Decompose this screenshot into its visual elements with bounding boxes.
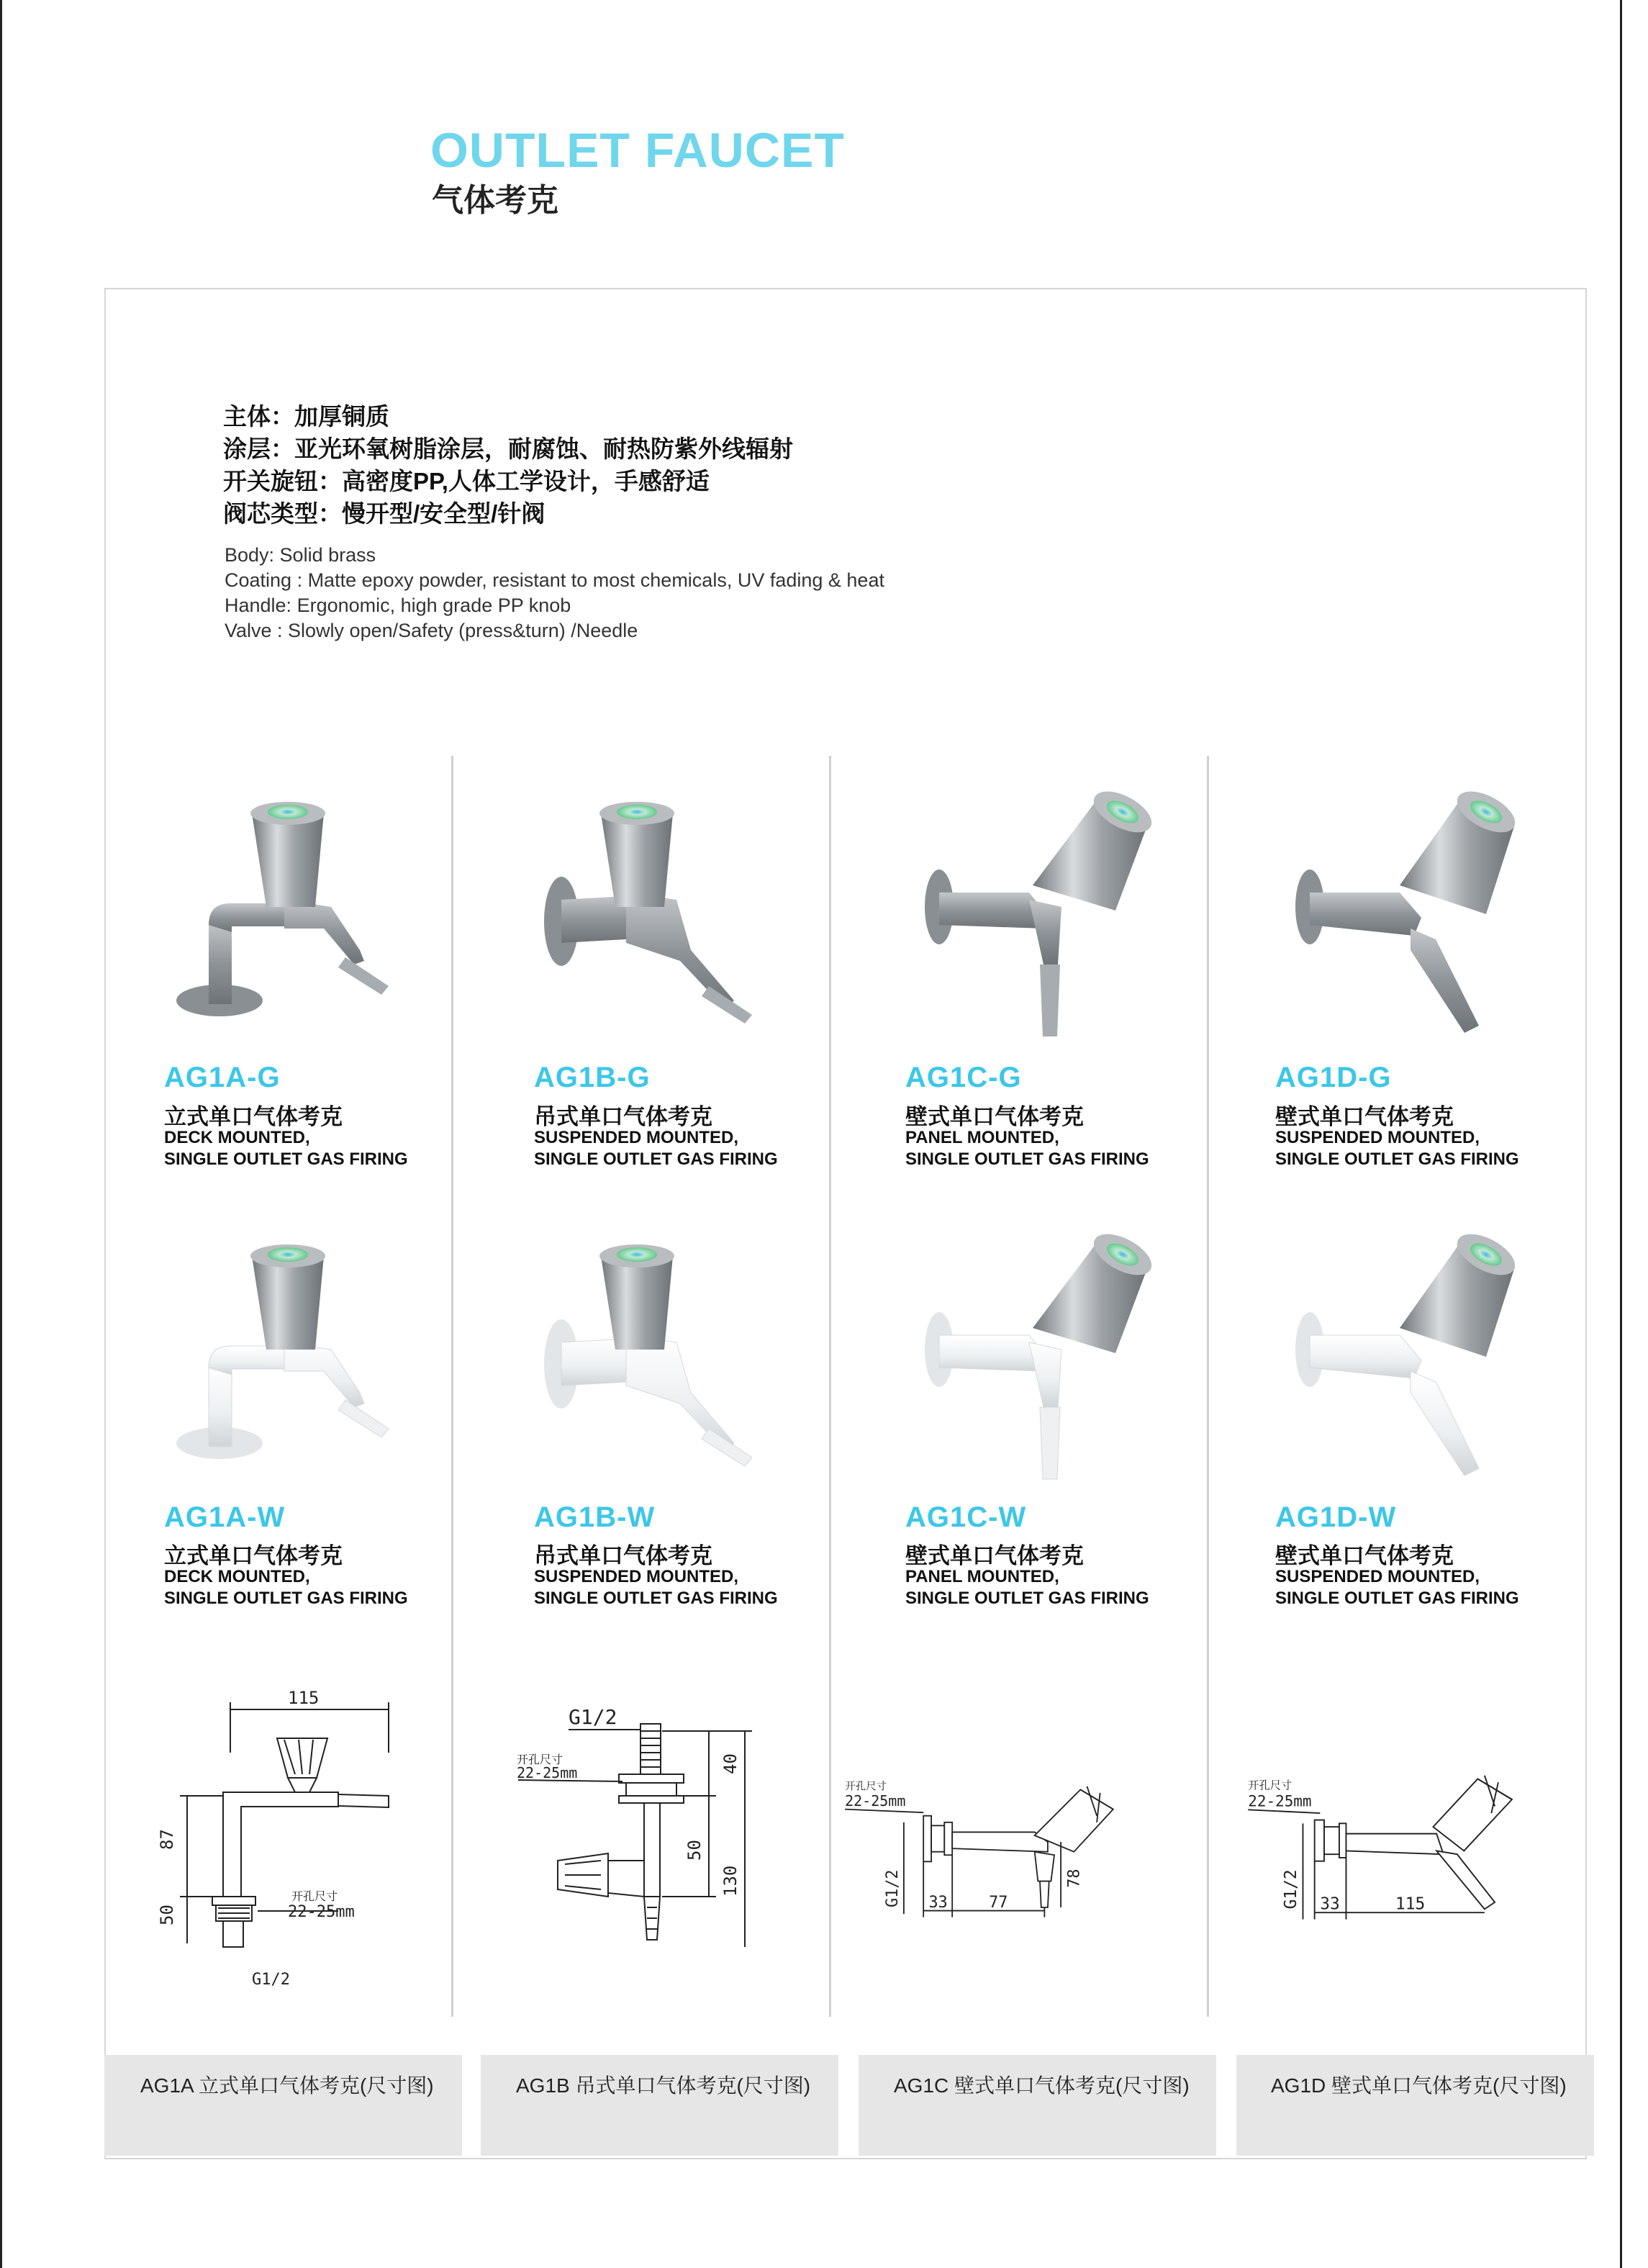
spec-cn-line: 主体：加厚铜质 bbox=[223, 403, 389, 430]
spec-cn-line: 开关旋钮：高密度PP,人体工学设计，手感舒适 bbox=[223, 468, 710, 494]
column-divider bbox=[1207, 756, 1209, 2017]
column-divider bbox=[451, 756, 453, 2017]
spec-cn-line: 阀芯类型：慢开型/安全型/针阀 bbox=[223, 500, 545, 527]
product-name-en-line: SUSPENDED MOUNTED, bbox=[534, 1128, 739, 1147]
product-name-en bbox=[1275, 1127, 1519, 1170]
faucet-panel-white-image bbox=[900, 1227, 1187, 1486]
dim-label: 130 bbox=[720, 1865, 741, 1897]
product-code: AG1C-G bbox=[905, 1062, 1022, 1093]
dim-label: 115 bbox=[288, 1688, 320, 1708]
dimension-drawing-ag1d bbox=[1238, 1742, 1526, 2001]
specs-cn bbox=[223, 400, 793, 530]
faucet-suspended-grey-image bbox=[533, 785, 820, 1044]
dimension-drawing-ag1b bbox=[515, 1688, 802, 1947]
product-name-en-line: SINGLE OUTLET GAS FIRING bbox=[164, 1149, 408, 1169]
product-name-cn: 立式单口气体考克 bbox=[164, 1543, 343, 1568]
product-code: AG1D-W bbox=[1275, 1501, 1397, 1533]
product-name-en-line: SINGLE OUTLET GAS FIRING bbox=[905, 1149, 1149, 1169]
dim-label: 33 bbox=[1320, 1894, 1340, 1914]
dim-label: G1/2 bbox=[1281, 1869, 1300, 1910]
dimension-drawing-ag1c bbox=[838, 1742, 1126, 2001]
product-name-en-line: SUSPENDED MOUNTED, bbox=[1275, 1128, 1480, 1147]
dim-label: 50 bbox=[157, 1905, 177, 1925]
product-code: AG1D-G bbox=[1275, 1062, 1392, 1093]
product-name-en-line: DECK MOUNTED, bbox=[164, 1567, 310, 1586]
faucet-deck-white-image bbox=[151, 1227, 439, 1486]
product-code: AG1A-G bbox=[164, 1062, 281, 1093]
product-name-en bbox=[905, 1127, 1149, 1170]
product-name-cn: 吊式单口气体考克 bbox=[534, 1104, 712, 1129]
page-edge-right bbox=[1620, 0, 1622, 2268]
product-code: AG1A-W bbox=[164, 1501, 286, 1533]
dim-label: 50 bbox=[684, 1840, 705, 1861]
page-title: OUTLET FAUCET bbox=[430, 123, 845, 178]
page-edge-left bbox=[0, 0, 2, 2268]
dim-label: 开孔尺寸 bbox=[845, 1781, 887, 1793]
spec-cn-line: 涂层：亚光环氧树脂涂层，耐腐蚀、耐热防紫外线辐射 bbox=[223, 435, 793, 462]
caption-ag1c: AG1C 壁式单口气体考克(尺寸图) bbox=[894, 2074, 1190, 2097]
product-name-en bbox=[164, 1127, 408, 1170]
product-name-en-line: PANEL MOUNTED, bbox=[905, 1567, 1059, 1586]
caption-ag1d: AG1D 壁式单口气体考克(尺寸图) bbox=[1271, 2074, 1567, 2097]
product-name-en bbox=[905, 1566, 1149, 1609]
dim-label: 开孔尺寸 bbox=[1248, 1779, 1292, 1792]
dim-label: 40 bbox=[720, 1753, 741, 1774]
dim-label: 115 bbox=[1395, 1894, 1426, 1914]
dimension-drawing-ag1a bbox=[151, 1688, 439, 1989]
product-name-cn: 壁式单口气体考克 bbox=[905, 1543, 1084, 1568]
product-name-en bbox=[534, 1127, 778, 1170]
product-name-en-line: SINGLE OUTLET GAS FIRING bbox=[164, 1589, 408, 1608]
product-name-en-line: DECK MOUNTED, bbox=[164, 1128, 310, 1147]
dim-label: 22-25mm bbox=[288, 1903, 355, 1921]
product-name-en-line: SINGLE OUTLET GAS FIRING bbox=[1275, 1149, 1519, 1169]
product-name-en-line: SINGLE OUTLET GAS FIRING bbox=[905, 1589, 1149, 1608]
faucet-panel-grey-image bbox=[900, 785, 1187, 1044]
spec-en-line: Handle: Ergonomic, high grade PP knob bbox=[225, 595, 571, 616]
specs-en bbox=[225, 543, 884, 643]
product-name-en-line: PANEL MOUNTED, bbox=[905, 1128, 1059, 1147]
product-code: AG1C-W bbox=[905, 1501, 1027, 1533]
product-code: AG1B-G bbox=[534, 1062, 651, 1093]
dim-label: 开孔尺寸 bbox=[291, 1889, 338, 1903]
dim-label: 开孔尺寸 bbox=[517, 1753, 563, 1766]
dim-label: 77 bbox=[989, 1894, 1008, 1912]
spec-en-line: Body: Solid brass bbox=[225, 544, 376, 566]
product-name-en-line: SINGLE OUTLET GAS FIRING bbox=[1275, 1589, 1519, 1608]
product-name-en-line: SINGLE OUTLET GAS FIRING bbox=[534, 1149, 778, 1169]
product-name-cn: 壁式单口气体考克 bbox=[1275, 1543, 1454, 1568]
dim-label: G1/2 bbox=[569, 1705, 617, 1729]
product-name-en bbox=[1275, 1566, 1519, 1609]
product-name-en-line: SUSPENDED MOUNTED, bbox=[534, 1567, 739, 1586]
product-name-cn: 壁式单口气体考克 bbox=[905, 1104, 1084, 1129]
dim-label: 22-25mm bbox=[845, 1792, 906, 1810]
faucet-suspended-white-image bbox=[533, 1227, 820, 1486]
product-name-en bbox=[164, 1566, 408, 1609]
faucet-wall-white-image bbox=[1270, 1227, 1558, 1486]
faucet-deck-grey-image bbox=[151, 785, 439, 1044]
spec-en-line: Coating : Matte epoxy powder, resistant to most chemicals, UV fading & heat bbox=[225, 569, 884, 591]
dim-label: G1/2 bbox=[252, 1971, 290, 1989]
dim-label: 22-25mm bbox=[1248, 1792, 1312, 1810]
product-name-en bbox=[534, 1566, 778, 1609]
product-name-en-line: SINGLE OUTLET GAS FIRING bbox=[534, 1589, 778, 1608]
dim-label: 22-25mm bbox=[517, 1764, 578, 1781]
page-title-cn: 气体考克 bbox=[432, 183, 558, 218]
product-name-cn: 吊式单口气体考克 bbox=[534, 1543, 712, 1568]
dim-label: 87 bbox=[157, 1829, 177, 1850]
product-name-cn: 立式单口气体考克 bbox=[164, 1104, 343, 1129]
spec-en-line: Valve : Slowly open/Safety (press&turn) /Needle bbox=[225, 620, 638, 641]
column-divider bbox=[829, 756, 831, 2017]
dim-label: G1/2 bbox=[883, 1869, 902, 1907]
caption-ag1b: AG1B 吊式单口气体考克(尺寸图) bbox=[516, 2074, 811, 2097]
product-name-en-line: SUSPENDED MOUNTED, bbox=[1275, 1567, 1480, 1586]
dim-label: 33 bbox=[928, 1894, 948, 1912]
caption-ag1a: AG1A 立式单口气体考克(尺寸图) bbox=[140, 2074, 434, 2097]
product-name-cn: 壁式单口气体考克 bbox=[1275, 1104, 1454, 1129]
faucet-wall-grey-image bbox=[1270, 785, 1558, 1044]
dim-label: 78 bbox=[1065, 1869, 1084, 1888]
product-code: AG1B-W bbox=[534, 1501, 656, 1533]
